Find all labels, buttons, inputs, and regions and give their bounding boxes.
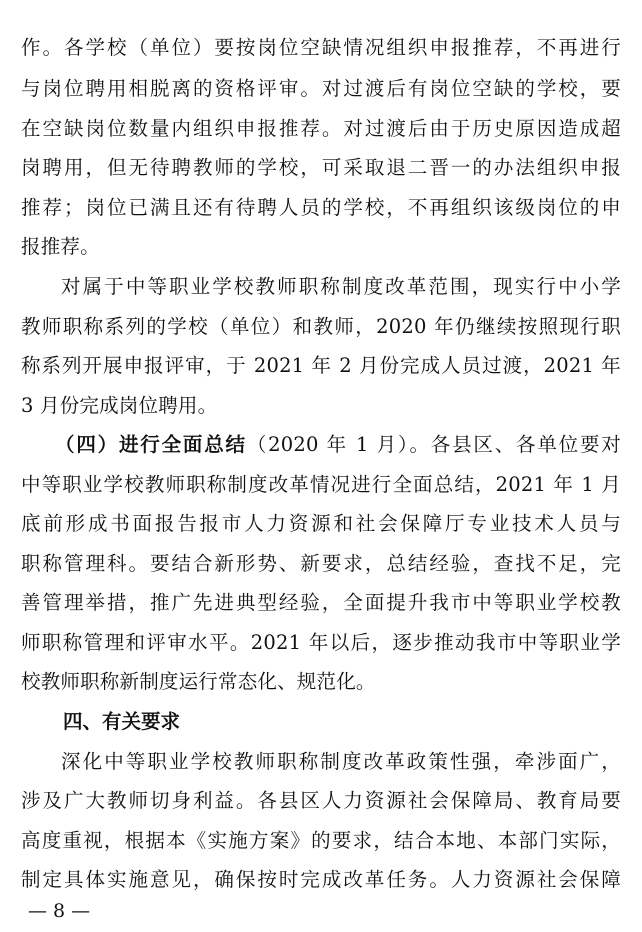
paragraph-4-line-3: 高度重视，根据本《实施方案》的要求，结合本地、本部门实际，: [21, 829, 621, 852]
paragraph-4-line-2: 涉及广大教师切身利益。各县区人力资源社会保障局、教育局要: [21, 789, 621, 812]
paragraph-1-line-3: 在空缺岗位数量内组织申报推荐。对过渡后由于历史原因造成超: [21, 117, 621, 140]
paragraph-4-line-4: 制定具体实施意见，确保按时完成改革任务。人力资源社会保障: [21, 868, 621, 891]
paragraph-3-line-2: 中等职业学校教师职称制度改革情况进行全面总结，2021 年 1 月: [21, 473, 621, 496]
section-heading: 四、有关要求: [63, 710, 181, 733]
paragraph-4-line-1: 深化中等职业学校教师职称制度改革政策性强，牵涉面广，: [61, 750, 621, 773]
paragraph-1-line-1: 作。各学校（单位）要按岗位空缺情况组织申报推荐，不再进行: [21, 36, 621, 59]
paragraph-2-line-3: 称系列开展申报评审，于 2021 年 2 月份完成人员过渡，2021 年: [21, 354, 621, 377]
paragraph-3-line-6: 师职称管理和评审水平。2021 年以后，逐步推动我市中等职业学: [21, 631, 621, 654]
paragraph-3-line-1: [55, 431, 621, 459]
paragraph-3-line-5: 善管理举措，推广先进典型经验，全面提升我市中等职业学校教: [21, 591, 621, 614]
paragraph-1-line-6: 报推荐。: [21, 235, 100, 258]
subsection-heading: （四）进行全面总结: [55, 433, 247, 456]
paragraph-3-line-4: 职称管理科。要结合新形势、新要求，总结经验，查找不足，完: [21, 552, 621, 575]
paragraph-2-line-2: 教师职称系列的学校（单位）和教师，2020 年仍继续按照现行职: [21, 315, 621, 338]
paragraph-1-line-4: 岗聘用，但无待聘教师的学校，可采取退二晋一的办法组织申报: [21, 156, 621, 179]
page-number: — 8 —: [28, 900, 91, 922]
paragraph-3-line-1-text: （2020 年 1 月）。各县区、各单位要对: [246, 433, 621, 456]
paragraph-3-line-3: 底前形成书面报告报市人力资源和社会保障厅专业技术人员与: [21, 512, 621, 535]
paragraph-1-line-2: 与岗位聘用相脱离的资格评审。对过渡后有岗位空缺的学校，要: [21, 77, 621, 100]
paragraph-2-line-1: 对属于中等职业学校教师职称制度改革范围，现实行中小学: [61, 275, 621, 298]
paragraph-1-line-5: 推荐；岗位已满且还有待聘人员的学校，不再组织该级岗位的申: [21, 196, 621, 219]
paragraph-2-line-4: 3 月份完成岗位聘用。: [21, 394, 218, 417]
paragraph-3-line-7: 校教师职称新制度运行常态化、规范化。: [21, 670, 376, 693]
